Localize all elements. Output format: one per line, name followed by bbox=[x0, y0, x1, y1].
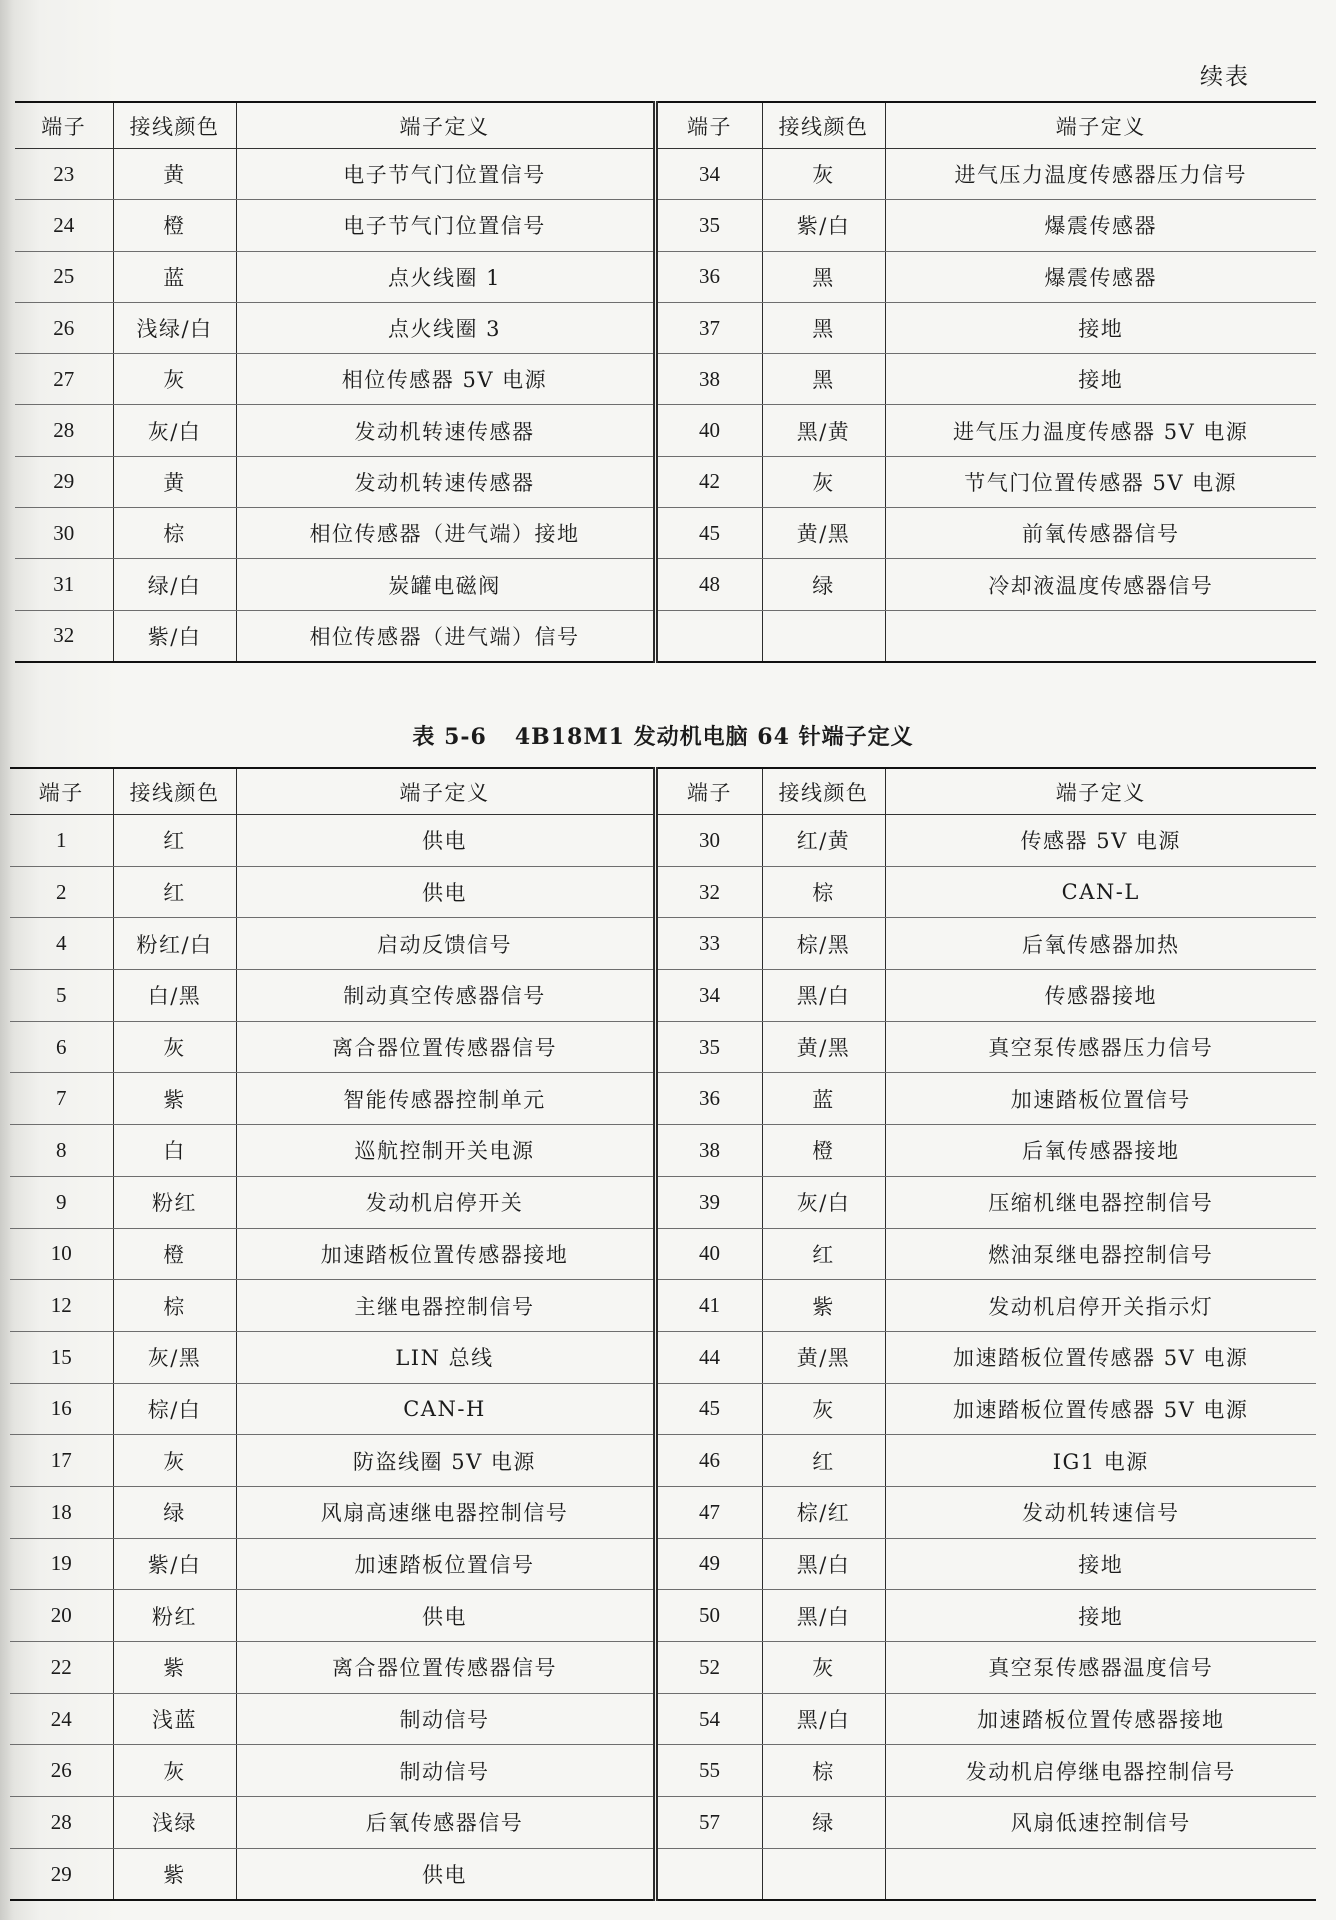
table-row bbox=[10, 918, 1316, 970]
left-terminal-definition: LIN 总线 bbox=[236, 1331, 655, 1383]
header-terminal-definition: 端子定义 bbox=[885, 768, 1316, 815]
right-terminal-number: 35 bbox=[655, 200, 762, 251]
right-wire-color: 绿 bbox=[762, 1797, 885, 1849]
table-row bbox=[10, 1642, 1316, 1694]
left-terminal-number: 29 bbox=[10, 1848, 113, 1900]
left-wire-color: 紫 bbox=[113, 1848, 236, 1900]
left-terminal-number: 12 bbox=[10, 1280, 113, 1332]
right-terminal-definition: 燃油泵继电器控制信号 bbox=[885, 1228, 1316, 1280]
table-row bbox=[10, 1176, 1316, 1228]
right-terminal-definition: 节气门位置传感器 5V 电源 bbox=[885, 456, 1316, 507]
right-terminal-definition: 风扇低速控制信号 bbox=[885, 1797, 1316, 1849]
right-terminal-definition: 爆震传感器 bbox=[885, 200, 1316, 251]
left-terminal-number: 18 bbox=[10, 1486, 113, 1538]
right-wire-color: 黑/白 bbox=[762, 970, 885, 1022]
right-terminal-number: 50 bbox=[655, 1590, 762, 1642]
table-row bbox=[10, 1280, 1316, 1332]
right-terminal-definition: 发动机转速信号 bbox=[885, 1486, 1316, 1538]
right-wire-color: 蓝 bbox=[762, 1073, 885, 1125]
left-wire-color: 棕 bbox=[113, 508, 236, 559]
header-row bbox=[10, 768, 1316, 815]
terminal-table-64-pin bbox=[10, 767, 1316, 1901]
header-terminal: 端子 bbox=[15, 102, 113, 149]
right-terminal-number: 38 bbox=[655, 1125, 762, 1177]
right-terminal-definition: 发动机启停继电器控制信号 bbox=[885, 1745, 1316, 1797]
right-terminal-number: 38 bbox=[655, 354, 762, 405]
right-terminal-number: 46 bbox=[655, 1435, 762, 1487]
right-terminal-definition: 压缩机继电器控制信号 bbox=[885, 1176, 1316, 1228]
right-terminal-definition: 爆震传感器 bbox=[885, 251, 1316, 302]
table-row bbox=[10, 1590, 1316, 1642]
left-terminal-definition: 发动机启停开关 bbox=[236, 1176, 655, 1228]
right-wire-color: 紫 bbox=[762, 1280, 885, 1332]
header-wire-color: 接线颜色 bbox=[113, 102, 236, 149]
table-row bbox=[10, 1383, 1316, 1435]
header-wire-color: 接线颜色 bbox=[762, 768, 885, 815]
left-wire-color: 灰/黑 bbox=[113, 1331, 236, 1383]
right-terminal-definition: 加速踏板位置传感器 5V 电源 bbox=[885, 1383, 1316, 1435]
left-terminal-definition: 启动反馈信号 bbox=[236, 918, 655, 970]
left-terminal-definition: 相位传感器（进气端）信号 bbox=[236, 610, 655, 662]
table-row bbox=[15, 405, 1316, 456]
left-terminal-number: 26 bbox=[10, 1745, 113, 1797]
right-terminal-definition: 真空泵传感器温度信号 bbox=[885, 1642, 1316, 1694]
table-row bbox=[10, 1073, 1316, 1125]
right-wire-color: 灰 bbox=[762, 1383, 885, 1435]
left-terminal-definition: 防盗线圈 5V 电源 bbox=[236, 1435, 655, 1487]
table-row bbox=[15, 251, 1316, 302]
table-row bbox=[15, 149, 1316, 200]
left-terminal-definition: 电子节气门位置信号 bbox=[236, 149, 655, 200]
right-terminal-definition: 传感器接地 bbox=[885, 970, 1316, 1022]
left-wire-color: 紫 bbox=[113, 1073, 236, 1125]
table-row bbox=[10, 866, 1316, 918]
right-wire-color: 棕 bbox=[762, 1745, 885, 1797]
right-terminal-number: 30 bbox=[655, 815, 762, 867]
left-wire-color: 橙 bbox=[113, 200, 236, 251]
right-wire-color: 黑/白 bbox=[762, 1590, 885, 1642]
right-terminal-definition: 后氧传感器接地 bbox=[885, 1125, 1316, 1177]
right-terminal-number: 37 bbox=[655, 302, 762, 353]
left-wire-color: 粉红 bbox=[113, 1590, 236, 1642]
left-wire-color: 紫 bbox=[113, 1642, 236, 1694]
left-terminal-number: 31 bbox=[15, 559, 113, 610]
left-terminal-definition: 相位传感器 5V 电源 bbox=[236, 354, 655, 405]
header-wire-color: 接线颜色 bbox=[113, 768, 236, 815]
right-wire-color: 绿 bbox=[762, 559, 885, 610]
left-terminal-number: 19 bbox=[10, 1538, 113, 1590]
right-terminal-number: 48 bbox=[655, 559, 762, 610]
table-row bbox=[10, 1331, 1316, 1383]
left-terminal-definition: 制动信号 bbox=[236, 1745, 655, 1797]
left-terminal-definition: 巡航控制开关电源 bbox=[236, 1125, 655, 1177]
left-wire-color: 蓝 bbox=[113, 251, 236, 302]
right-wire-color: 黑 bbox=[762, 302, 885, 353]
right-terminal-number: 57 bbox=[655, 1797, 762, 1849]
left-wire-color: 灰 bbox=[113, 1435, 236, 1487]
table-row bbox=[10, 1228, 1316, 1280]
right-wire-color: 灰 bbox=[762, 456, 885, 507]
right-terminal-definition: 传感器 5V 电源 bbox=[885, 815, 1316, 867]
left-wire-color: 粉红 bbox=[113, 1176, 236, 1228]
left-wire-color: 紫/白 bbox=[113, 610, 236, 662]
left-wire-color: 灰 bbox=[113, 354, 236, 405]
right-terminal-number: 34 bbox=[655, 149, 762, 200]
left-terminal-number: 22 bbox=[10, 1642, 113, 1694]
left-terminal-definition: 智能传感器控制单元 bbox=[236, 1073, 655, 1125]
right-terminal-number: 40 bbox=[655, 405, 762, 456]
left-terminal-number: 7 bbox=[10, 1073, 113, 1125]
left-terminal-definition: 供电 bbox=[236, 866, 655, 918]
right-terminal-definition: 接地 bbox=[885, 354, 1316, 405]
right-terminal-number: 40 bbox=[655, 1228, 762, 1280]
right-wire-color: 黄/黑 bbox=[762, 1021, 885, 1073]
left-wire-color: 绿 bbox=[113, 1486, 236, 1538]
right-wire-color: 橙 bbox=[762, 1125, 885, 1177]
left-terminal-definition: 供电 bbox=[236, 1590, 655, 1642]
caption-label: 表 5-6 bbox=[412, 724, 487, 750]
left-terminal-number: 8 bbox=[10, 1125, 113, 1177]
left-wire-color: 白 bbox=[113, 1125, 236, 1177]
right-terminal-definition: 接地 bbox=[885, 302, 1316, 353]
table-row bbox=[10, 1797, 1316, 1849]
table-body bbox=[10, 815, 1316, 1901]
left-wire-color: 白/黑 bbox=[113, 970, 236, 1022]
right-terminal-number: 36 bbox=[655, 1073, 762, 1125]
right-wire-color: 红 bbox=[762, 1228, 885, 1280]
table-row bbox=[15, 302, 1316, 353]
right-wire-color: 黑 bbox=[762, 251, 885, 302]
left-terminal-number: 4 bbox=[10, 918, 113, 970]
left-terminal-definition: 主继电器控制信号 bbox=[236, 1280, 655, 1332]
right-terminal-number: 34 bbox=[655, 970, 762, 1022]
table-caption bbox=[10, 720, 1316, 751]
right-terminal-number: 42 bbox=[655, 456, 762, 507]
left-terminal-definition: 制动信号 bbox=[236, 1693, 655, 1745]
right-wire-color bbox=[762, 1848, 885, 1900]
left-terminal-definition: 供电 bbox=[236, 815, 655, 867]
table-row bbox=[10, 1693, 1316, 1745]
left-terminal-number: 1 bbox=[10, 815, 113, 867]
right-terminal-definition: 真空泵传感器压力信号 bbox=[885, 1021, 1316, 1073]
left-terminal-number: 10 bbox=[10, 1228, 113, 1280]
left-wire-color: 绿/白 bbox=[113, 559, 236, 610]
header-terminal-definition: 端子定义 bbox=[885, 102, 1316, 149]
right-terminal-definition: IG1 电源 bbox=[885, 1435, 1316, 1487]
left-terminal-definition: 离合器位置传感器信号 bbox=[236, 1642, 655, 1694]
table-row bbox=[10, 1125, 1316, 1177]
header-terminal: 端子 bbox=[655, 768, 762, 815]
table-row bbox=[10, 970, 1316, 1022]
left-wire-color: 灰 bbox=[113, 1021, 236, 1073]
right-terminal-definition: 加速踏板位置传感器 5V 电源 bbox=[885, 1331, 1316, 1383]
left-terminal-definition: 后氧传感器信号 bbox=[236, 1797, 655, 1849]
left-wire-color: 灰 bbox=[113, 1745, 236, 1797]
right-terminal-number: 47 bbox=[655, 1486, 762, 1538]
left-terminal-number: 5 bbox=[10, 970, 113, 1022]
header-terminal-definition: 端子定义 bbox=[236, 768, 655, 815]
left-wire-color: 红 bbox=[113, 866, 236, 918]
right-terminal-number: 36 bbox=[655, 251, 762, 302]
left-terminal-number: 20 bbox=[10, 1590, 113, 1642]
table-row bbox=[15, 508, 1316, 559]
left-terminal-number: 29 bbox=[15, 456, 113, 507]
right-terminal-definition: 加速踏板位置信号 bbox=[885, 1073, 1316, 1125]
left-terminal-definition: 供电 bbox=[236, 1848, 655, 1900]
right-wire-color: 棕 bbox=[762, 866, 885, 918]
right-terminal-number: 44 bbox=[655, 1331, 762, 1383]
right-wire-color: 红/黄 bbox=[762, 815, 885, 867]
right-terminal-definition: 进气压力温度传感器 5V 电源 bbox=[885, 405, 1316, 456]
right-wire-color: 棕/红 bbox=[762, 1486, 885, 1538]
right-terminal-number bbox=[655, 610, 762, 662]
table-row bbox=[15, 200, 1316, 251]
right-terminal-definition: 后氧传感器加热 bbox=[885, 918, 1316, 970]
right-terminal-number: 54 bbox=[655, 1693, 762, 1745]
left-wire-color: 浅绿/白 bbox=[113, 302, 236, 353]
left-wire-color: 浅绿 bbox=[113, 1797, 236, 1849]
right-wire-color: 灰/白 bbox=[762, 1176, 885, 1228]
table-row bbox=[10, 1021, 1316, 1073]
left-wire-color: 粉红/白 bbox=[113, 918, 236, 970]
left-terminal-number: 6 bbox=[10, 1021, 113, 1073]
left-terminal-definition: 点火线圈 3 bbox=[236, 302, 655, 353]
left-terminal-number: 16 bbox=[10, 1383, 113, 1435]
right-terminal-definition bbox=[885, 1848, 1316, 1900]
table-row bbox=[15, 610, 1316, 662]
left-terminal-definition: 加速踏板位置信号 bbox=[236, 1538, 655, 1590]
left-terminal-definition: 电子节气门位置信号 bbox=[236, 200, 655, 251]
right-wire-color: 黄/黑 bbox=[762, 1331, 885, 1383]
right-wire-color: 黑/白 bbox=[762, 1538, 885, 1590]
right-terminal-definition: 前氧传感器信号 bbox=[885, 508, 1316, 559]
right-wire-color: 黄/黑 bbox=[762, 508, 885, 559]
left-terminal-number: 28 bbox=[15, 405, 113, 456]
left-wire-color: 棕 bbox=[113, 1280, 236, 1332]
left-terminal-number: 23 bbox=[15, 149, 113, 200]
right-terminal-number: 33 bbox=[655, 918, 762, 970]
left-terminal-definition: 相位传感器（进气端）接地 bbox=[236, 508, 655, 559]
left-wire-color: 橙 bbox=[113, 1228, 236, 1280]
right-wire-color: 红 bbox=[762, 1435, 885, 1487]
left-terminal-number: 26 bbox=[15, 302, 113, 353]
right-wire-color: 黑/黄 bbox=[762, 405, 885, 456]
left-terminal-number: 9 bbox=[10, 1176, 113, 1228]
left-wire-color: 红 bbox=[113, 815, 236, 867]
right-terminal-definition: 发动机启停开关指示灯 bbox=[885, 1280, 1316, 1332]
right-terminal-number: 35 bbox=[655, 1021, 762, 1073]
left-terminal-number: 28 bbox=[10, 1797, 113, 1849]
left-wire-color: 黄 bbox=[113, 456, 236, 507]
left-wire-color: 黄 bbox=[113, 149, 236, 200]
right-terminal-number: 41 bbox=[655, 1280, 762, 1332]
header-terminal: 端子 bbox=[655, 102, 762, 149]
table-row bbox=[10, 1848, 1316, 1900]
left-wire-color: 紫/白 bbox=[113, 1538, 236, 1590]
left-terminal-definition: 风扇高速继电器控制信号 bbox=[236, 1486, 655, 1538]
left-wire-color: 浅蓝 bbox=[113, 1693, 236, 1745]
left-terminal-number: 24 bbox=[15, 200, 113, 251]
left-terminal-definition: 炭罐电磁阀 bbox=[236, 559, 655, 610]
table-row bbox=[10, 815, 1316, 867]
right-terminal-definition: CAN-L bbox=[885, 866, 1316, 918]
header-row bbox=[15, 102, 1316, 149]
caption-title: 4B18M1 发动机电脑 64 针端子定义 bbox=[514, 724, 914, 750]
right-terminal-definition: 接地 bbox=[885, 1538, 1316, 1590]
left-terminal-number: 17 bbox=[10, 1435, 113, 1487]
right-wire-color bbox=[762, 610, 885, 662]
right-terminal-definition bbox=[885, 610, 1316, 662]
continued-label: 续表 bbox=[1200, 64, 1250, 90]
right-terminal-number: 45 bbox=[655, 508, 762, 559]
table-row bbox=[15, 559, 1316, 610]
left-terminal-number: 32 bbox=[15, 610, 113, 662]
header-wire-color: 接线颜色 bbox=[762, 102, 885, 149]
left-wire-color: 棕/白 bbox=[113, 1383, 236, 1435]
right-terminal-number: 39 bbox=[655, 1176, 762, 1228]
table-row bbox=[10, 1745, 1316, 1797]
table-row bbox=[10, 1435, 1316, 1487]
left-terminal-number: 2 bbox=[10, 866, 113, 918]
right-wire-color: 紫/白 bbox=[762, 200, 885, 251]
right-terminal-number: 32 bbox=[655, 866, 762, 918]
left-terminal-number: 25 bbox=[15, 251, 113, 302]
table-row bbox=[10, 1486, 1316, 1538]
left-terminal-definition: 发动机转速传感器 bbox=[236, 405, 655, 456]
header-terminal: 端子 bbox=[10, 768, 113, 815]
right-terminal-definition: 进气压力温度传感器压力信号 bbox=[885, 149, 1316, 200]
left-terminal-number: 30 bbox=[15, 508, 113, 559]
left-terminal-number: 27 bbox=[15, 354, 113, 405]
table-row bbox=[15, 456, 1316, 507]
left-terminal-definition: CAN-H bbox=[236, 1383, 655, 1435]
left-terminal-definition: 发动机转速传感器 bbox=[236, 456, 655, 507]
right-terminal-number: 52 bbox=[655, 1642, 762, 1694]
right-wire-color: 黑 bbox=[762, 354, 885, 405]
table-row bbox=[10, 1538, 1316, 1590]
left-terminal-definition: 加速踏板位置传感器接地 bbox=[236, 1228, 655, 1280]
right-wire-color: 黑/白 bbox=[762, 1693, 885, 1745]
right-terminal-definition: 冷却液温度传感器信号 bbox=[885, 559, 1316, 610]
right-wire-color: 灰 bbox=[762, 1642, 885, 1694]
table-row bbox=[15, 354, 1316, 405]
left-terminal-number: 24 bbox=[10, 1693, 113, 1745]
right-wire-color: 灰 bbox=[762, 149, 885, 200]
left-wire-color: 灰/白 bbox=[113, 405, 236, 456]
right-wire-color: 棕/黑 bbox=[762, 918, 885, 970]
header-terminal-definition: 端子定义 bbox=[236, 102, 655, 149]
right-terminal-definition: 接地 bbox=[885, 1590, 1316, 1642]
table-body bbox=[15, 149, 1316, 662]
left-terminal-definition: 点火线圈 1 bbox=[236, 251, 655, 302]
right-terminal-number: 55 bbox=[655, 1745, 762, 1797]
left-terminal-definition: 制动真空传感器信号 bbox=[236, 970, 655, 1022]
right-terminal-number: 45 bbox=[655, 1383, 762, 1435]
left-terminal-number: 15 bbox=[10, 1331, 113, 1383]
right-terminal-number bbox=[655, 1848, 762, 1900]
terminal-table-continued bbox=[15, 101, 1316, 663]
right-terminal-definition: 加速踏板位置传感器接地 bbox=[885, 1693, 1316, 1745]
left-terminal-definition: 离合器位置传感器信号 bbox=[236, 1021, 655, 1073]
right-terminal-number: 49 bbox=[655, 1538, 762, 1590]
